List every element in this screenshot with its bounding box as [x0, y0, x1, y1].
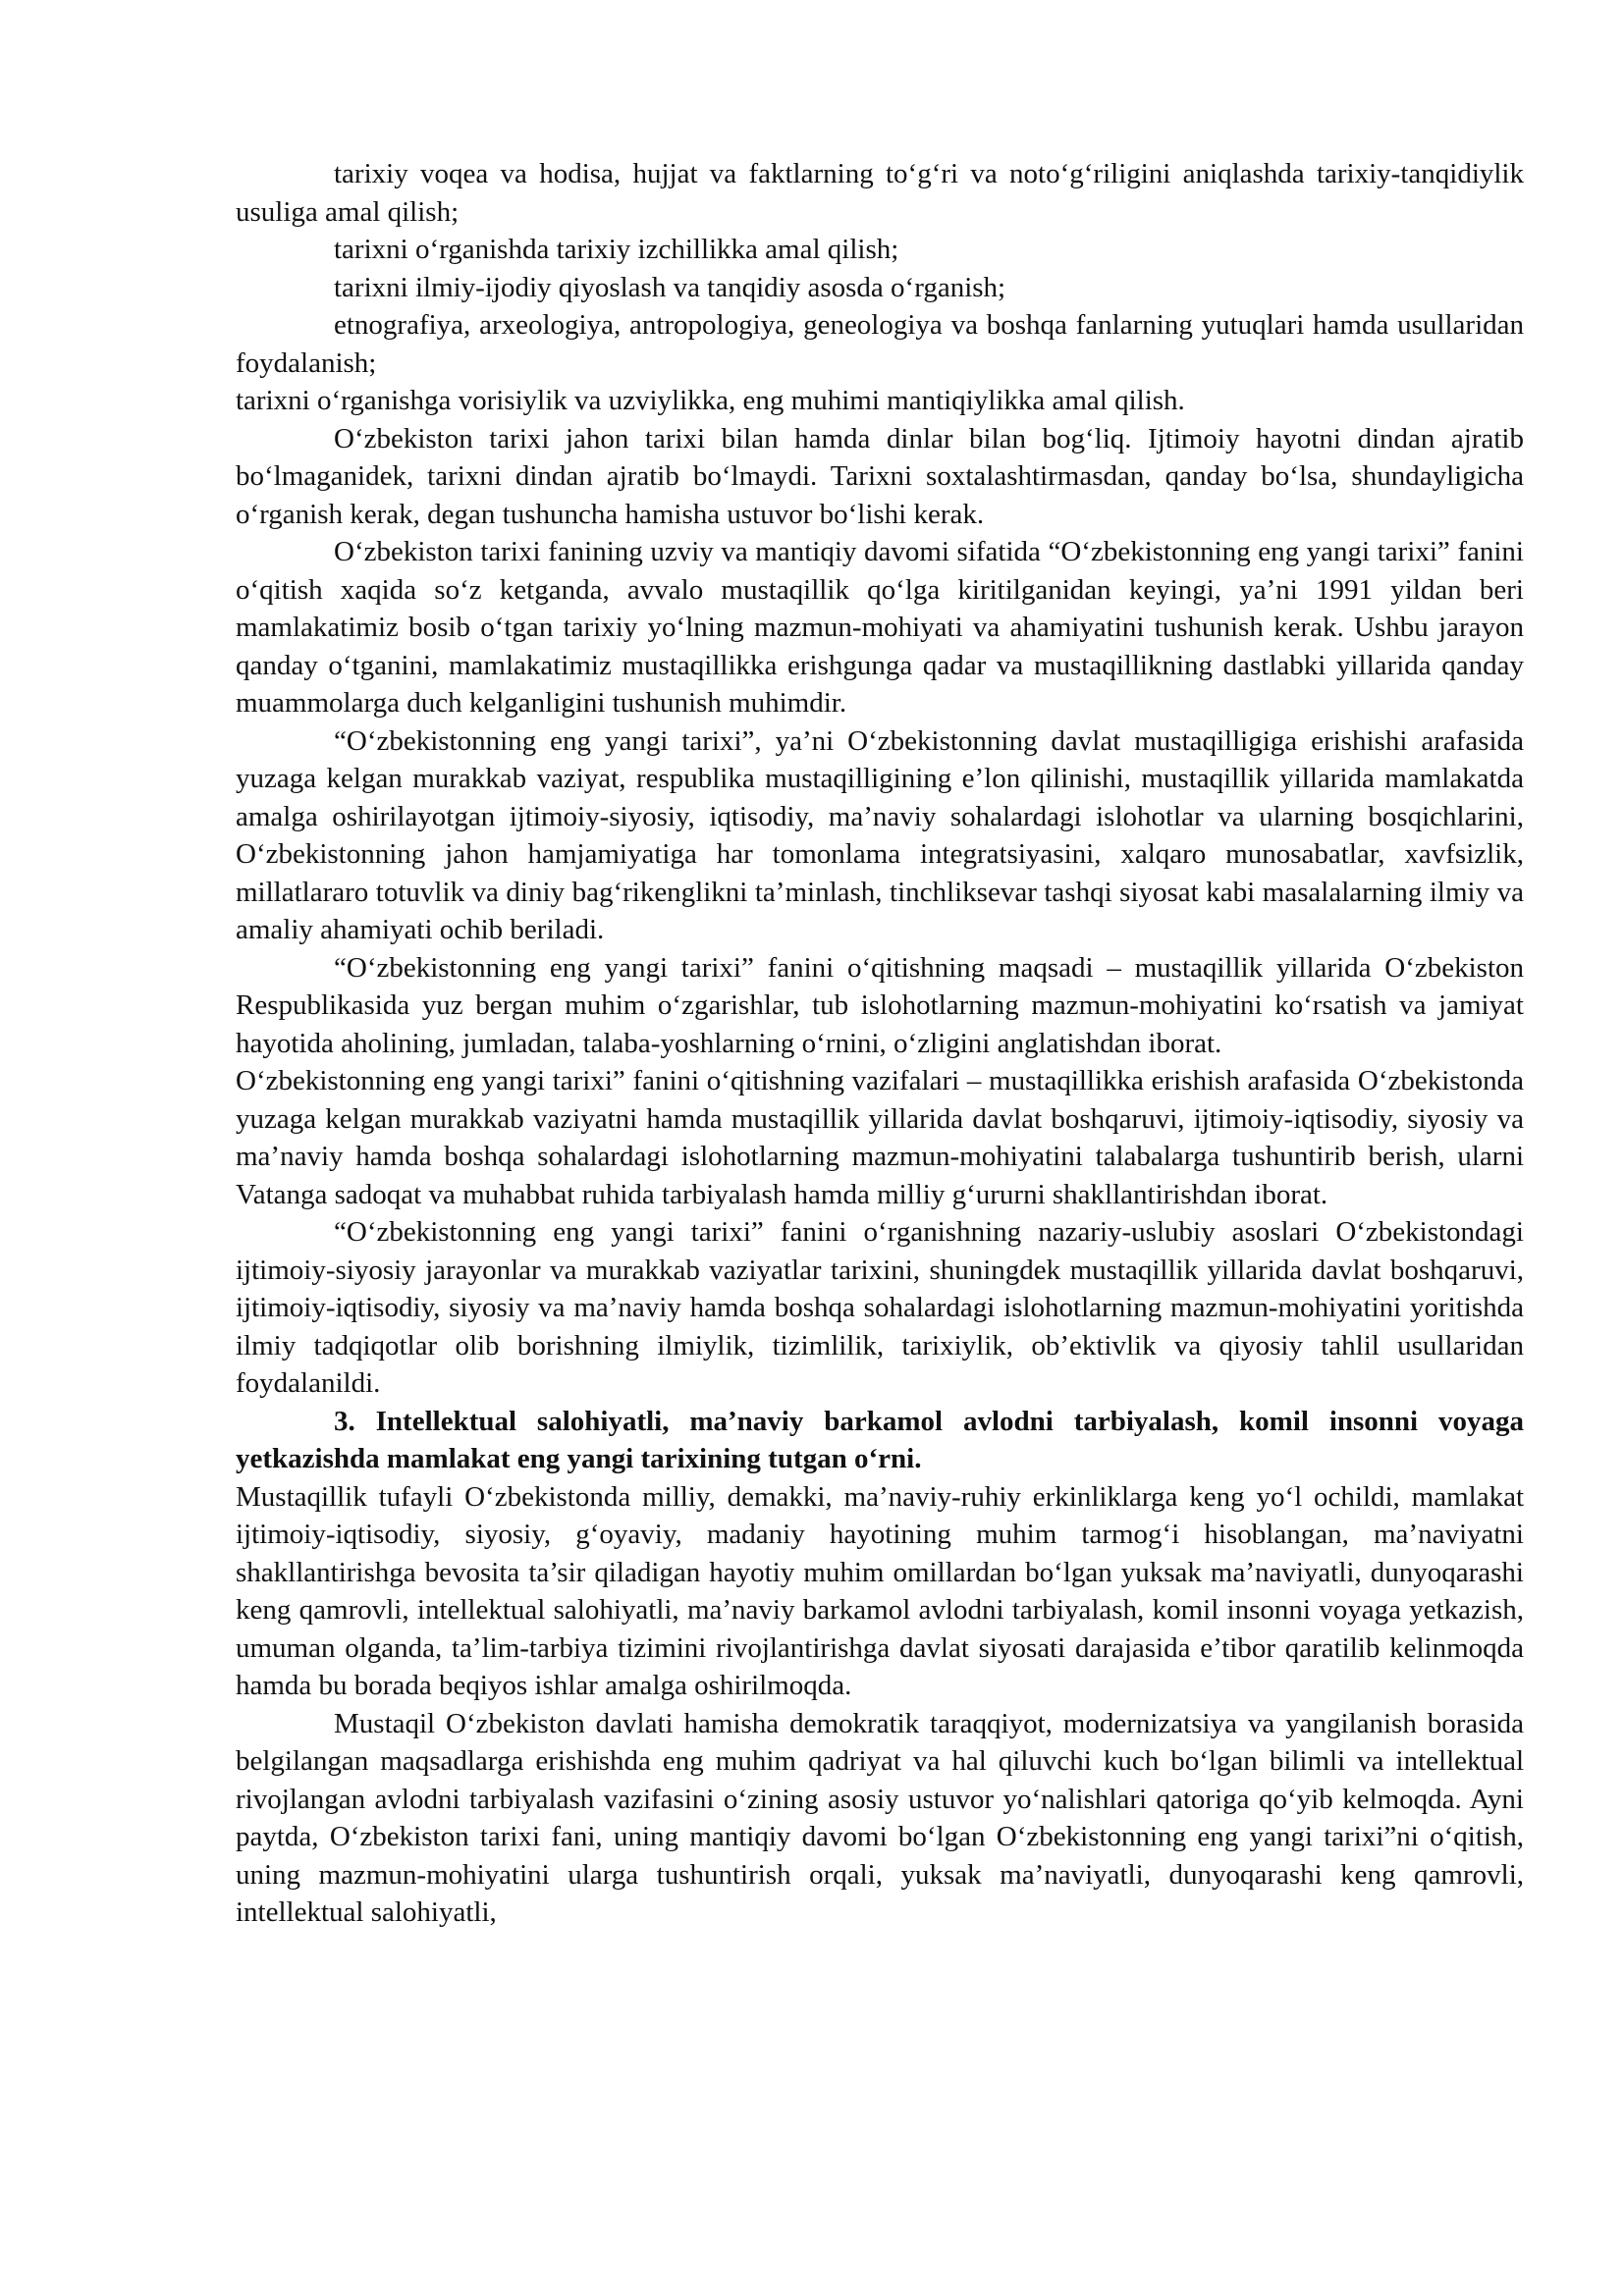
paragraph-method-continuity: tarixni o‘rganishga vorisiylik va uzviylikka, eng muhimi mantiqiylikka amal qilish. — [236, 385, 1185, 416]
paragraph-newest-history-content: “O‘zbekistonning eng yangi tarixi”, ya’ni O‘zbekistonning davlat mustaqilligiga erishishi arafasida yuzaga kelgan murakkab vaziyat, respublika mustaqilligining e’lon qilinishi, mustaqillik yillarida mamlakatda amalga oshirilayotgan ijtimoiy-siyosiy, iqtisodiy, ma’naviy sohalardagi islohotlar va ularning bosqichlarini, O‘zbekistonning jahon hamjamiyatiga har tomonlama integratsiyasini, xalqaro munosabatlar, xavfsizlik, millatlararo totuvlik va diniy bag‘rikenglikni ta’minlash, tinchliksevar tashqi siyosat kabi masalalarning ilmiy va amaliy ahamiyati ochib beriladi. — [236, 724, 1524, 945]
paragraph-course-goal: “O‘zbekistonning eng yangi tarixi” fanini o‘qitishning maqsadi – mustaqillik yillarida O‘zbekiston Respublikasida yuz bergan muhim o‘zgarishlar, tub islohotlarning mazmun-mohiyatini ko‘rsatish va jamiyat hayotida aholining, jumladan, talaba-yoshlarning o‘rnini, o‘zligini anglatishdan iborat. — [236, 951, 1524, 1059]
paragraph-independence-freedoms: Mustaqillik tufayli O‘zbekistonda milliy, demakki, ma’naviy-ruhiy erkinliklarga keng yo‘l ochildi, mamlakat ijtimoiy-iqtisodiy, siyosiy, g‘oyaviy, madaniy hayotining muhim tarmog‘i hisoblangan, ma’naviyatni shakllantirishga bevosita ta’sir qiladigan hayotiy muhim omillardan bo‘lgan yuksak ma’naviyatli, dunyoqarashi keng qamrovli, intellektual salohiyatli, ma’naviy barkamol avlodni tarbiyalash, komil insonni voyaga yetkazish, umuman olganda, ta’lim-tarbiya tizimini rivojlantirishga davlat siyosati darajasida e’tibor qaratilib kelinmoqda hamda bu borada beqiyos ishlar amalga oshirilmoqda. — [236, 1480, 1524, 1701]
section-heading: 3. Intellektual salohiyatli, ma’naviy barkamol avlodni tarbiyalash, komil insonni voyaga yetkazishda mamlakat eng yangi tarixining tutgan o‘rni. — [236, 1405, 1524, 1474]
paragraph-theoretical-basis: “O‘zbekistonning eng yangi tarixi” fanini o‘rganishning nazariy-uslubiy asoslari O‘zbekistondagi ijtimoiy-siyosiy jarayonlar va murakkab vaziyatlar tarixini, shuningdek mustaqillik yillarida davlat boshqaruvi, ijtimoiy-iqtisodiy, siyosiy va ma’naviy hamda boshqa sohalardagi islohotlarning mazmun-mohiyatini yoritishda ilmiy tadqiqotlar olib borishning ilmiylik, tizimlilik, tarixiylik, ob’ektivlik va qiyosiy tahlil usullaridan foydalanildi. — [236, 1216, 1524, 1399]
paragraph-method-comparison: tarixni ilmiy-ijodiy qiyoslash va tanqidiy asosda o‘rganish; — [334, 271, 1006, 303]
document-page — [236, 155, 1524, 1932]
paragraph-method-consistency: tarixni o‘rganishda tarixiy izchillikka amal qilish; — [334, 234, 899, 265]
paragraph-course-tasks: O‘zbekistonning eng yangi tarixi” fanini o‘qitishning vazifalari – mustaqillikka erishish arafasida O‘zbekistonda yuzaga kelgan murakkab vaziyatni hamda mustaqillik yillarida davlat boshqaruvi, ijtimoiy-iqtisodiy, siyosiy va ma’naviy hamda boshqa sohalardagi islohotlarning mazmun-mohiyatini talabalarga tushuntirib berish, ularni Vatanga sadoqat va muhabbat ruhida tarbiyalash hamda milliy g‘ururni shakllantirishdan iborat. — [236, 1065, 1524, 1210]
paragraph-independent-state: Mustaqil O‘zbekiston davlati hamisha demokratik taraqqiyot, modernizatsiya va yangilanish borasida belgilangan maqsadlarga erishishda eng muhim qadriyat va hal qiluvchi kuch bo‘lgan bilimli va intellektual rivojlangan avlodni tarbiyalash vazifasini o‘zining asosiy ustuvor yo‘nalishlari qatoriga qo‘yib kelmoqda. Ayni paytda, O‘zbekiston tarixi fani, uning mantiqiy davomi bo‘lgan O‘zbekistonning eng yangi tarixi”ni o‘qitish, uning mazmun-mohiyatini ularga tushuntirish orqali, yuksak ma’naviyatli, dunyoqarashi keng qamrovli, intellektual salohiyatli, — [236, 1707, 1524, 1928]
paragraph-history-and-religion: O‘zbekiston tarixi jahon tarixi bilan hamda dinlar bilan bog‘liq. Ijtimoiy hayotni dindan ajratib bo‘lmaganidek, tarixni dindan ajratib bo‘lmaydi. Tarixni soxtalashtirmasdan, qanday bo‘lsa, shundayligicha o‘rganish kerak, degan tushuncha hamisha ustuvor bo‘lishi kerak. — [236, 422, 1524, 530]
paragraph-method-historical-critical: tarixiy voqea va hodisa, hujjat va faktlarning to‘g‘ri va noto‘g‘riligini aniqlashda tarixiy-tanqidiylik usuliga amal qilish; — [236, 158, 1524, 228]
paragraph-newest-history-teaching: O‘zbekiston tarixi fanining uzviy va mantiqiy davomi sifatida “O‘zbekistonning eng yangi tarixi” fanini o‘qitish xaqida so‘z ketganda, avvalo mustaqillik qo‘lga kiritilganidan keyingi, ya’ni 1991 yildan beri mamlakatimiz bosib o‘tgan tarixiy yo‘lning mazmun-mohiyati va ahamiyatini tushunish kerak. Ushbu jarayon qanday o‘tganini, mamlakatimiz mustaqillikka erishgunga qadar va mustaqillikning dastlabki yillarida qanday muammolarga duch kelganligini tushunish muhimdir. — [236, 536, 1524, 719]
paragraph-method-other-sciences: etnografiya, arxeologiya, antropologiya, geneologiya va boshqa fanlarning yutuqlari hamda usullaridan foydalanish; — [236, 309, 1524, 379]
